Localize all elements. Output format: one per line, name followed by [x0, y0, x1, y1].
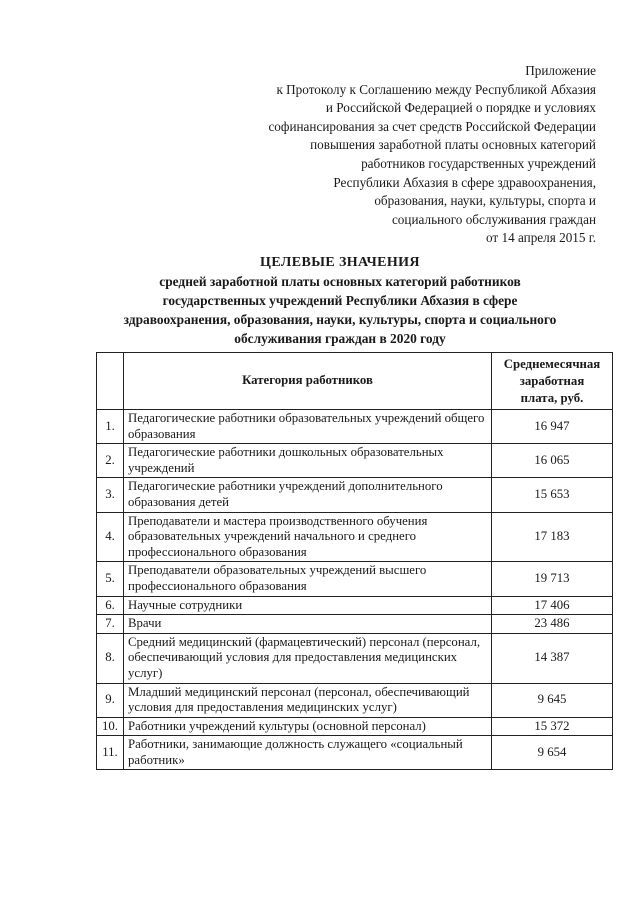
row-salary: 15 372 [492, 717, 613, 736]
annex-heading [268, 62, 596, 248]
header-salary-line: заработная [519, 373, 585, 388]
table-row [97, 736, 613, 770]
row-salary: 9 654 [492, 736, 613, 770]
row-category: Средний медицинский (фармацевтический) персонал (персонал, обеспечивающий условия для предоставления медицинских услуг) [124, 633, 492, 683]
annex-line: от 14 апреля 2015 г. [486, 230, 596, 246]
table-row [97, 683, 613, 717]
table-row [97, 512, 613, 562]
row-category: Педагогические работники дошкольных образовательных учреждений [124, 444, 492, 478]
row-category: Педагогические работники образовательных учреждений общего образования [124, 410, 492, 444]
row-salary: 23 486 [492, 615, 613, 634]
row-category: Врачи [124, 615, 492, 634]
row-salary: 19 713 [492, 562, 613, 596]
title-line: государственных учреждений Республики Абхазия в сфере [162, 293, 518, 308]
row-number: 10. [97, 717, 124, 736]
table-header-row [97, 353, 613, 410]
annex-line: повышения заработной платы основных категорий [310, 137, 596, 153]
header-category: Категория работников [124, 353, 492, 410]
annex-line: к Протоколу к Соглашению между Республикой Абхазия [276, 81, 596, 97]
annex-line: софинансирования за счет средств Российской Федерации [268, 118, 596, 134]
table-row [97, 717, 613, 736]
table-row [97, 478, 613, 512]
title-line: обслуживания граждан в 2020 году [234, 331, 446, 346]
title-line: здравоохранения, образования, науки, культуры, спорта и социального [123, 312, 557, 327]
annex-line: и Российской Федерацией о порядке и условиях [325, 100, 596, 116]
row-category: Преподаватели образовательных учреждений высшего профессионального образования [124, 562, 492, 596]
table-row [97, 615, 613, 634]
header-salary [492, 353, 613, 410]
row-number: 4. [97, 512, 124, 562]
annex-line: Приложение [525, 63, 596, 78]
row-category: Работники, занимающие должность служащего «социальный работник» [124, 736, 492, 770]
row-category: Работники учреждений культуры (основной персонал) [124, 717, 492, 736]
row-salary: 17 183 [492, 512, 613, 562]
row-category: Преподаватели и мастера производственного обучения образовательных учреждений начального и среднего профессионального образования [124, 512, 492, 562]
header-salary-line: плата, руб. [520, 390, 584, 405]
table-row [97, 562, 613, 596]
row-number: 7. [97, 615, 124, 634]
annex-line: Республики Абхазия в сфере здравоохранения, [333, 174, 596, 190]
row-category: Педагогические работники учреждений дополнительного образования детей [124, 478, 492, 512]
row-number: 6. [97, 596, 124, 615]
row-category: Младший медицинский персонал (персонал, обеспечивающий условия для предоставления медицинских услуг) [124, 683, 492, 717]
header-salary-line: Среднемесячная [503, 356, 601, 371]
annex-line: образования, науки, культуры, спорта и [374, 193, 596, 209]
row-number: 2. [97, 444, 124, 478]
row-salary: 17 406 [492, 596, 613, 615]
row-salary: 9 645 [492, 683, 613, 717]
row-number: 1. [97, 410, 124, 444]
row-number: 11. [97, 736, 124, 770]
row-number: 5. [97, 562, 124, 596]
header-number [97, 353, 124, 410]
annex-line: работников государственных учреждений [361, 155, 596, 171]
wage-targets-table [96, 352, 613, 770]
table-row [97, 444, 613, 478]
annex-line: социального обслуживания граждан [391, 211, 596, 227]
row-number: 3. [97, 478, 124, 512]
table-row [97, 596, 613, 615]
row-salary: 14 387 [492, 633, 613, 683]
table-row [97, 410, 613, 444]
row-salary: 16 947 [492, 410, 613, 444]
table-row [97, 633, 613, 683]
row-number: 8. [97, 633, 124, 683]
row-number: 9. [97, 683, 124, 717]
row-salary: 15 653 [492, 478, 613, 512]
row-category: Научные сотрудники [124, 596, 492, 615]
row-salary: 16 065 [492, 444, 613, 478]
title-main: ЦЕЛЕВЫЕ ЗНАЧЕНИЯ [260, 255, 420, 270]
title-line: средней заработной платы основных категорий работников [159, 274, 521, 289]
document-title [60, 253, 620, 348]
